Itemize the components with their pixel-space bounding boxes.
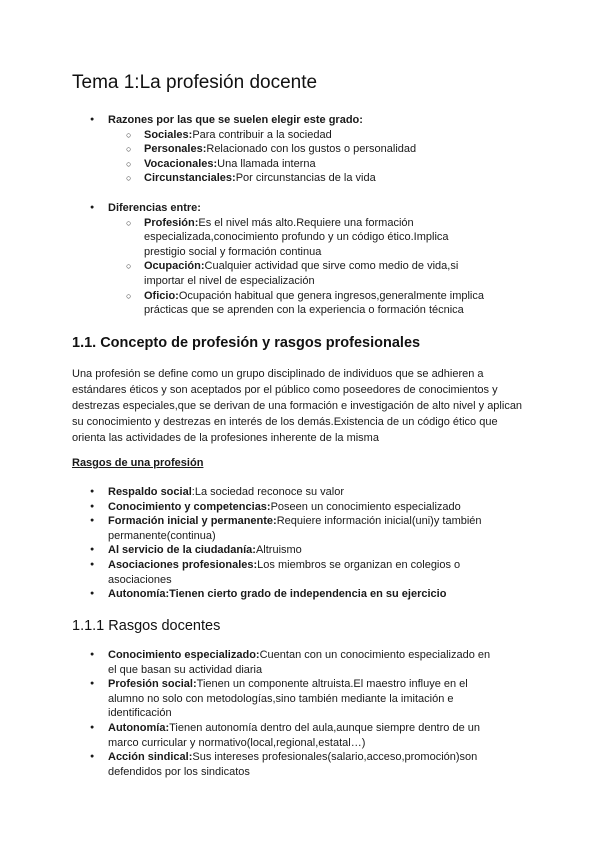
list-item: [72, 558, 492, 587]
item-text: Los miembros se organizan en colegios o asociaciones: [108, 558, 461, 586]
item-text: Relacionado con los gustos o personalidad: [206, 143, 417, 156]
item-text: Es el nivel más alto.Requiere una formación especializada,conocimiento profundo y un código ético.Implica prestigio social y formación continua: [144, 216, 449, 258]
item-text: Ocupación habitual que genera ingresos,generalmente implica prácticas que se aprenden con la experiencia o formación técnica: [144, 289, 484, 317]
list-item: [72, 485, 492, 500]
item-text: Cuentan con un conocimiento especializado en el que basan su actividad diaria: [108, 649, 491, 676]
list-item: [72, 289, 492, 318]
rasgos-list: [72, 485, 528, 602]
list-item: [72, 216, 492, 260]
item-text: Tienen autonomía dentro del aula,aunque siempre dentro de un marco curricular y normativo(local,regional,estatal…): [108, 721, 480, 749]
list-item: [72, 500, 492, 515]
list-item: [72, 259, 492, 288]
item-term: Profesión:: [144, 216, 199, 229]
list-item: [72, 587, 492, 602]
list-item: [72, 750, 492, 779]
item-term: Circunstanciales:: [144, 172, 236, 185]
item-term: Respaldo social: [108, 486, 192, 498]
list-item: [72, 514, 492, 543]
item-term: Personales:: [144, 143, 207, 156]
diferencias-section: [72, 201, 528, 318]
item-text: Cualquier actividad que sirve como medio de vida,si importar el nivel de especialización: [144, 260, 459, 287]
list-item: [72, 157, 528, 172]
list-item: [72, 171, 528, 186]
diferencias-heading: Diferencias entre:: [108, 202, 201, 214]
item-text: Altruismo: [255, 544, 302, 557]
list-item: [72, 677, 492, 721]
subsection-heading: 1.1.1 Rasgos docentes: [72, 618, 221, 634]
item-text: Por circunstancias de la vida: [235, 172, 376, 185]
item-text: Poseen un conocimiento especializado: [270, 500, 461, 513]
item-text: Una llamada interna: [217, 157, 316, 170]
item-term: Al servicio de la ciudadanía:: [108, 544, 256, 557]
item-text: Requiere información inicial(uni)y también permanente(continua): [108, 515, 482, 542]
list-item: [72, 128, 528, 143]
item-term: Profesión social:: [108, 678, 197, 691]
item-term: Sociales:: [144, 128, 193, 141]
razones-heading: Razones por las que se suelen elegir este grado:: [108, 114, 363, 126]
list-item: [72, 113, 528, 186]
item-term: Vocacionales:: [144, 157, 218, 170]
list-item: [72, 201, 528, 318]
item-term: Conocimiento y competencias:: [108, 500, 271, 513]
item-term: Autonomía:: [108, 721, 170, 734]
list-item: [72, 142, 528, 157]
item-term: Oficio:: [144, 289, 179, 302]
razones-section: [72, 113, 528, 186]
item-term: Conocimiento especializado:: [108, 649, 260, 661]
item-term: Ocupación:: [144, 260, 205, 273]
section-heading: 1.1. Concepto de profesión y rasgos profesionales: [72, 335, 421, 351]
item-term: Acción sindical:: [108, 751, 193, 764]
rasgos-docentes-list: [72, 648, 528, 779]
concept-paragraph: Una profesión se define como un grupo disciplinado de individuos que se adhieren a estándares éticos y son aceptados por el público como poseedores de conocimientos y destrezas especiales,que se derivan de una formación e investigación de alto nivel y aplican su conocimiento y destrezas en interés de los demás.Existencia de un código ético que orienta las actividades de la profesiones inherente de la misma: [72, 368, 523, 444]
item-text: Sus intereses profesionales(salario,acceso,promoción)son defendidos por los sindicatos: [108, 751, 478, 778]
list-item: [72, 721, 492, 750]
item-term: Formación inicial y permanente:: [108, 515, 277, 528]
item-text: Para contribuir a la sociedad: [192, 128, 332, 141]
list-item: [72, 648, 492, 677]
rasgos-heading: Rasgos de una profesión: [72, 457, 204, 469]
list-item: [72, 543, 492, 558]
page-title: Tema 1:La profesión docente: [72, 72, 318, 93]
item-text: :La sociedad reconoce su valor: [191, 486, 345, 498]
item-text: Tienen un componente altruista.El maestro influye en el alumno no solo con metodologías,sino también mediante la imitación e identificación: [108, 678, 468, 720]
item-term: Autonomía:Tienen cierto grado de independencia en su ejercicio: [108, 588, 447, 601]
item-term: Asociaciones profesionales:: [108, 558, 258, 571]
